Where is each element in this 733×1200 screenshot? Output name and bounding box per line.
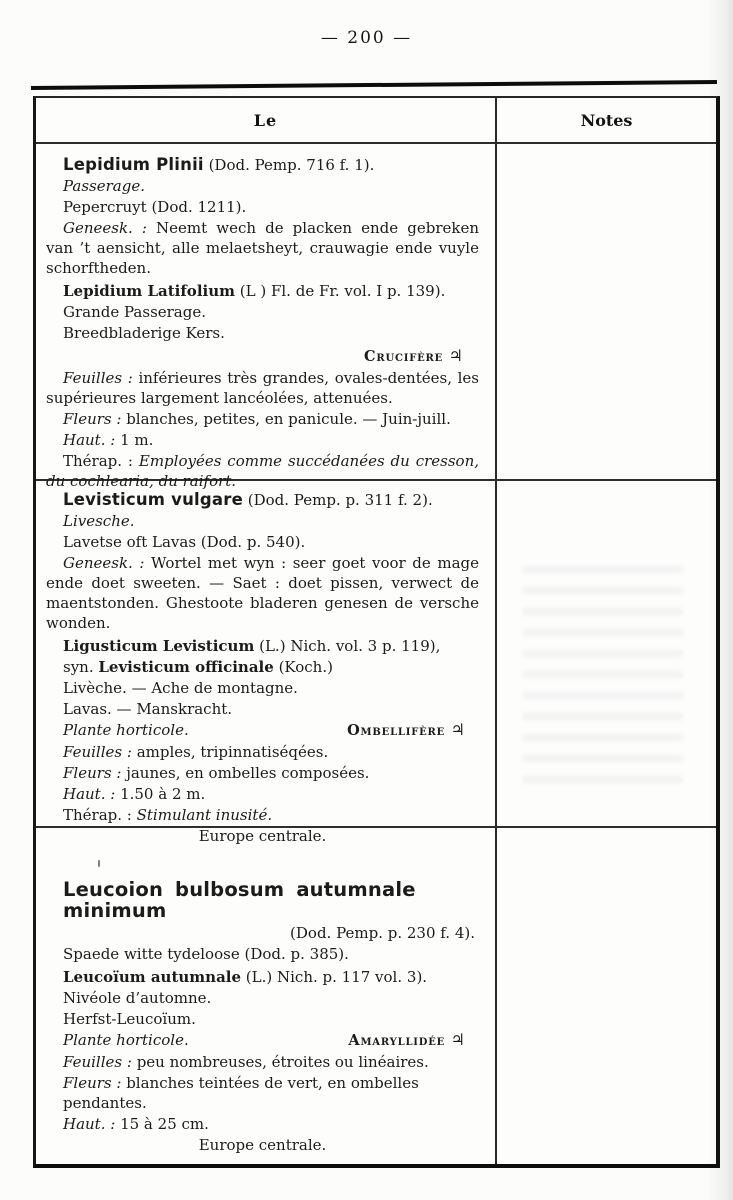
text-segment: Ombellifère xyxy=(347,722,446,739)
text-segment: jaunes, en ombelles composées. xyxy=(121,764,370,782)
text-segment: (Koch.) xyxy=(273,658,333,676)
entry-line xyxy=(46,784,479,804)
text-segment: (L ) Fl. de Fr. vol. I p. 139). xyxy=(235,282,446,300)
entry-line xyxy=(46,1114,479,1134)
text-segment: blanches, petites, en panicule. — Juin-juill. xyxy=(121,410,451,428)
entry-line xyxy=(46,532,479,552)
text-segment: Plante horticole. xyxy=(63,721,189,739)
text-segment: Geneesk. : xyxy=(63,554,145,572)
entry-line xyxy=(46,281,479,301)
entry-line xyxy=(46,805,479,825)
entry-cell-leucoion xyxy=(36,828,497,1164)
column-header-le-label: Le xyxy=(253,110,278,130)
entry-line xyxy=(46,880,479,922)
entry-line xyxy=(46,967,479,987)
page-number: — 200 — xyxy=(320,28,413,48)
column-header-le xyxy=(36,98,497,144)
text-segment: Haut. : xyxy=(63,431,116,449)
text-segment: Spaede witte tydeloose (Dod. p. 385). xyxy=(63,945,349,963)
text-segment: Pepercruyt (Dod. 1211). xyxy=(63,198,247,216)
text-segment: Grande Passerage. xyxy=(63,303,206,321)
entry-line xyxy=(46,511,479,531)
entry-line xyxy=(46,636,479,656)
entry-line xyxy=(46,302,479,322)
text-segment: Herfst-Leucoïum. xyxy=(63,1010,196,1028)
text-segment: Feuilles : xyxy=(63,743,132,761)
entry-line xyxy=(46,923,479,943)
entry-cell-levisticum xyxy=(36,481,497,845)
entry-line xyxy=(46,742,479,762)
text-segment: Thérap. : xyxy=(63,806,137,824)
text-segment: Amaryllidée xyxy=(348,1032,446,1049)
text-segment: (Dod. Pemp. p. 311 f. 2). xyxy=(242,491,433,509)
entry-line xyxy=(46,553,479,633)
text-segment: (Dod. Pemp. 716 f. 1). xyxy=(203,156,375,174)
text-segment: Nivéole d’automne. xyxy=(63,989,212,1007)
text-segment: 15 à 25 cm. xyxy=(115,1115,209,1133)
entry-line xyxy=(46,323,479,343)
text-segment: (L.) Nich. vol. 3 p. 119), xyxy=(254,637,441,655)
text-segment: Stimulant inusité. xyxy=(136,806,273,824)
entry-line xyxy=(46,1073,479,1113)
text-segment: Lepidium Plinii xyxy=(63,155,204,174)
entry-line xyxy=(46,1030,479,1051)
text-segment: Levisticum vulgare xyxy=(63,490,243,509)
text-segment: 1.50 à 2 m. xyxy=(115,785,206,803)
entry-line xyxy=(46,346,479,367)
entry-line xyxy=(46,1009,479,1029)
text-segment: Passerage. xyxy=(63,177,145,195)
text-segment: Wortel met wyn : seer goet voor de mage ende doet sweeten. — Saet : doet pissen, verwect de maentstonden. Ghestoote bladeren genesen de versche wonden. xyxy=(46,554,479,632)
scan-noise-speck xyxy=(98,860,100,867)
text-segment: Leucoion bulbosum autumnale minimum xyxy=(63,878,416,922)
entry-line xyxy=(46,490,479,510)
text-segment: Fleurs : xyxy=(63,1074,122,1092)
text-segment: Fleurs : xyxy=(63,410,122,428)
bleedthrough-ghost xyxy=(523,566,683,796)
text-segment: Haut. : xyxy=(63,785,116,803)
text-segment: Haut. : xyxy=(63,1115,116,1133)
text-segment: Feuilles : xyxy=(63,369,133,387)
botanical-table xyxy=(33,96,720,1168)
entry-line xyxy=(46,763,479,783)
text-segment: (Dod. Pemp. p. 230 f. 4). xyxy=(290,924,475,942)
notes-cell-1 xyxy=(497,144,716,481)
entry-line xyxy=(46,1052,479,1072)
notes-cell-2 xyxy=(497,481,716,828)
text-segment: Ligusticum Levisticum xyxy=(63,637,255,655)
entry-line xyxy=(46,155,479,175)
column-header-notes xyxy=(497,98,716,144)
text-segment: Breedbladerige Kers. xyxy=(63,324,225,342)
text-segment: Neemt wech de placken ende gebreken van ’t aensicht, alle melaetsheyt, crauwagie ende vuyle schorftheden. xyxy=(46,219,479,277)
entry-line xyxy=(46,197,479,217)
column-header-notes-label: Notes xyxy=(580,110,633,130)
text-segment: ♃ xyxy=(443,346,463,365)
table-top-rule xyxy=(31,80,717,90)
entry-line xyxy=(46,678,479,698)
entry-line xyxy=(46,218,479,278)
text-segment: blanches teintées de vert, en ombelles pendantes. xyxy=(63,1074,419,1112)
text-segment: inférieures très grandes, ovales-dentées, les supérieures largement lancéolées, attenuées. xyxy=(46,369,479,407)
entry-line xyxy=(46,720,479,741)
text-segment: Crucifère xyxy=(364,348,444,365)
text-segment: Europe centrale. xyxy=(198,827,327,845)
text-segment: Fleurs : xyxy=(63,764,122,782)
text-segment: Feuilles : xyxy=(63,1053,132,1071)
text-segment: ♃ xyxy=(445,1030,465,1049)
text-segment: syn. xyxy=(63,658,99,676)
text-segment: Thérap. : xyxy=(63,452,139,470)
entry-line xyxy=(46,699,479,719)
entry-line xyxy=(46,368,479,408)
text-segment: Lavetse oft Lavas (Dod. p. 540). xyxy=(63,533,306,551)
entry-cell-lepidium xyxy=(36,144,497,490)
text-segment: Livesche. xyxy=(63,512,135,530)
text-segment: 1 m. xyxy=(115,431,154,449)
entry-line xyxy=(46,1135,479,1155)
entry-line xyxy=(46,988,479,1008)
entry-line xyxy=(46,430,479,450)
entry-line xyxy=(46,657,479,677)
text-segment: ♃ xyxy=(445,720,465,739)
text-segment: Europe centrale. xyxy=(198,1136,327,1154)
text-segment: Livèche. — Ache de montagne. xyxy=(63,679,298,697)
text-segment: peu nombreuses, étroites ou linéaires. xyxy=(131,1053,429,1071)
text-segment: Employées comme succédanées du cresson, du cochlearia, du raifort. xyxy=(46,452,479,490)
text-segment: Lepidium Latifolium xyxy=(63,282,235,300)
entry-line xyxy=(46,409,479,429)
entry-line xyxy=(46,944,479,964)
text-segment: (L.) Nich. p. 117 vol. 3). xyxy=(241,968,428,986)
text-segment: Lavas. — Manskracht. xyxy=(63,700,233,718)
entry-line xyxy=(46,176,479,196)
text-segment: Geneesk. : xyxy=(63,219,147,237)
notes-cell-3 xyxy=(497,828,716,1164)
text-segment: Plante horticole. xyxy=(63,1031,189,1049)
text-segment: Leucoïum autumnale xyxy=(63,968,242,986)
text-segment: amples, tripinnatiséqées. xyxy=(131,743,329,761)
text-segment: Levisticum officinale xyxy=(98,658,274,676)
